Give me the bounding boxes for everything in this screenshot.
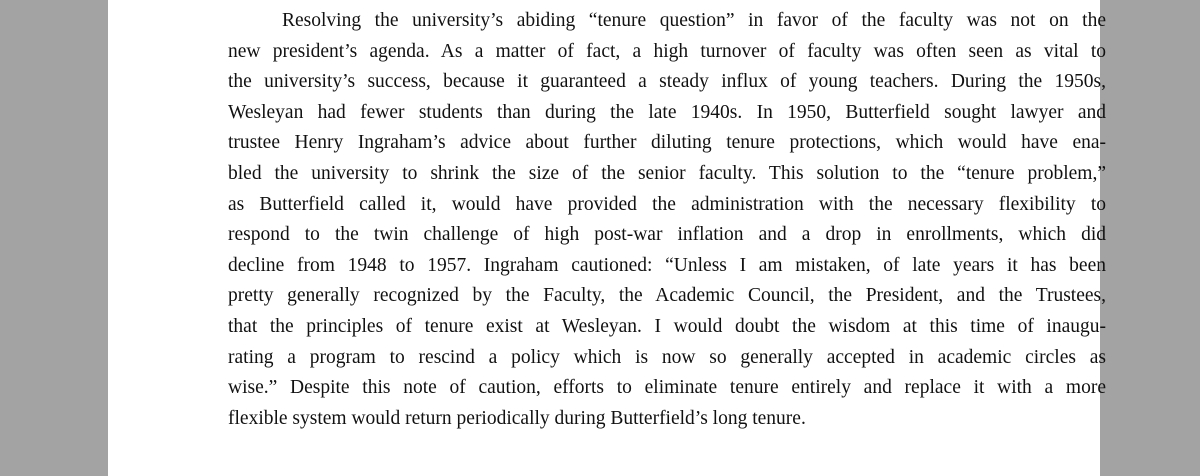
text-line-3: the university’s success, because it guaranteed a steady influx of young teachers. During the 1950s, — [228, 71, 1106, 93]
text-line-9: decline from 1948 to 1957. Ingraham cautioned: “Unless I am mistaken, of late years it has been — [228, 254, 1106, 276]
text-line-14: flexible system would return periodically during Butterfield’s long tenure. — [228, 407, 806, 429]
text-line-7: as Butterfield called it, would have provided the administration with the necessary flexibility to — [228, 193, 1106, 215]
text-line-12: rating a program to rescind a policy which is now so generally accepted in academic circles as — [228, 346, 1106, 368]
text-line-13: wise.” Despite this note of caution, efforts to eliminate tenure entirely and replace it with a more — [228, 377, 1106, 399]
text-line-6: bled the university to shrink the size of the senior faculty. This solution to the “tenure problem,” — [228, 162, 1106, 184]
document-page — [108, 0, 1106, 476]
text-line-1: Resolving the university’s abiding “tenure question” in favor of the faculty was not on the — [282, 10, 1106, 31]
text-line-10: pretty generally recognized by the Faculty, the Academic Council, the President, and the Trustees, — [228, 285, 1106, 307]
text-line-11: that the principles of tenure exist at Wesleyan. I would doubt the wisdom at this time of inaugu- — [228, 315, 1106, 337]
text-line-2: new president’s agenda. As a matter of fact, a high turnover of faculty was often seen as vital to — [228, 40, 1106, 62]
paragraph — [228, 6, 1106, 434]
text-line-4: Wesleyan had fewer students than during the late 1940s. In 1950, Butterfield sought lawyer and — [228, 101, 1106, 123]
text-line-5: trustee Henry Ingraham’s advice about further diluting tenure protections, which would have ena- — [228, 132, 1106, 154]
text-line-8: respond to the twin challenge of high post-war inflation and a drop in enrollments, which did — [228, 224, 1106, 246]
